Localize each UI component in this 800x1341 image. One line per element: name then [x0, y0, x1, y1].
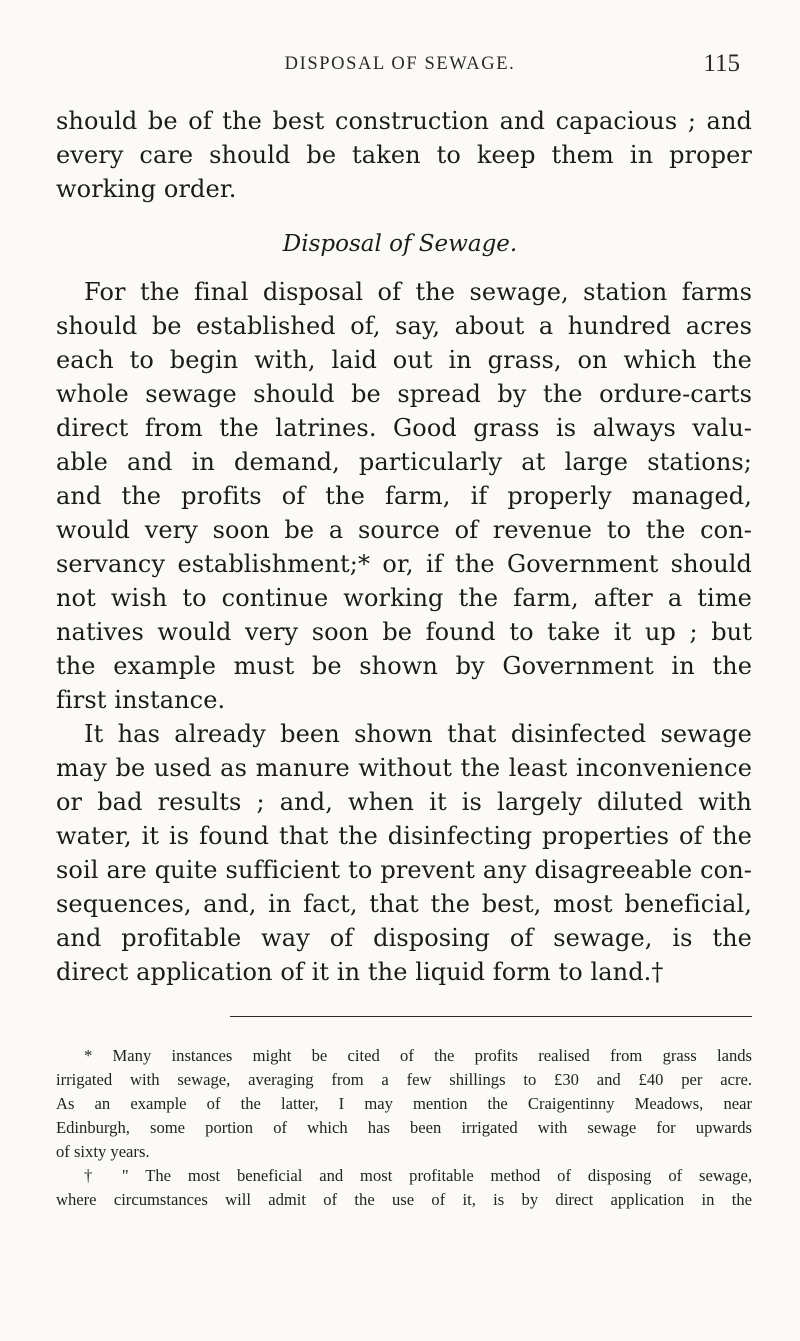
running-title: DISPOSAL OF SEWAGE. [284, 54, 516, 74]
text-line: natives would very soon be found to take it up ; but [56, 618, 752, 646]
paragraph-continuation [56, 104, 752, 206]
footnote-line: irrigated with sewage, averaging from a few shillings to £30 and £40 per acre. [56, 1070, 752, 1089]
footnote-line: As an example of the latter, I may mention the Craigentinny Meadows, near [56, 1094, 752, 1113]
text-line: and the profits of the farm, if properly managed, [56, 482, 752, 510]
paragraph-station-farms [56, 275, 752, 717]
text-line: sequences, and, in fact, that the best, most beneficial, [56, 890, 752, 918]
text-line: servancy establishment;* or, if the Government should [56, 550, 752, 578]
footnote-asterisk [56, 1044, 752, 1164]
footnotes [56, 1044, 752, 1212]
paragraph-disinfected-sewage [56, 717, 752, 989]
text-line: direct from the latrines. Good grass is always valu- [56, 414, 752, 442]
text-line: should be established of, say, about a hundred acres [56, 312, 752, 340]
text-line: able and in demand, particularly at large stations; [56, 448, 752, 476]
footnote-line: Edinburgh, some portion of which has been irrigated with sewage for upwards [56, 1118, 752, 1137]
footnote-line: † " The most beneficial and most profitable method of disposing of sewage, [84, 1166, 752, 1185]
text-line: every care should be taken to keep them in proper [56, 141, 752, 169]
text-line: working order. [56, 175, 237, 203]
text-line: water, it is found that the disinfecting properties of the [56, 822, 752, 850]
text-line: or bad results ; and, when it is largely diluted with [56, 788, 752, 816]
text-line: should be of the best construction and capacious ; and [56, 107, 752, 135]
running-head [0, 50, 800, 80]
section-heading: Disposal of Sewage. [282, 231, 518, 257]
text-line: direct application of it in the liquid form to land.† [56, 958, 664, 986]
footnote-line: where circumstances will admit of the use of it, is by direct application in the [56, 1190, 752, 1209]
footnote-dagger [56, 1164, 752, 1212]
text-line: the example must be shown by Government in the [56, 652, 752, 680]
text-line: would very soon be a source of revenue to the con- [56, 516, 752, 544]
text-line: For the final disposal of the sewage, station farms [84, 278, 752, 306]
text-line: may be used as manure without the least inconvenience [56, 754, 752, 782]
text-line: whole sewage should be spread by the ordure-carts [56, 380, 752, 408]
text-line: and profitable way of disposing of sewage, is the [56, 924, 752, 952]
footnote-line: * Many instances might be cited of the profits realised from grass lands [84, 1046, 752, 1065]
text-line: not wish to continue working the farm, after a time [56, 584, 752, 612]
footnote-line: of sixty years. [56, 1142, 150, 1161]
text-line: It has already been shown that disinfected sewage [84, 720, 752, 748]
text-line: each to begin with, laid out in grass, on which the [56, 346, 752, 374]
text-line: soil are quite sufficient to prevent any disagreeable con- [56, 856, 752, 884]
text-line: first instance. [56, 686, 226, 714]
page-number: 115 [703, 50, 740, 77]
footnote-rule [230, 1016, 752, 1017]
